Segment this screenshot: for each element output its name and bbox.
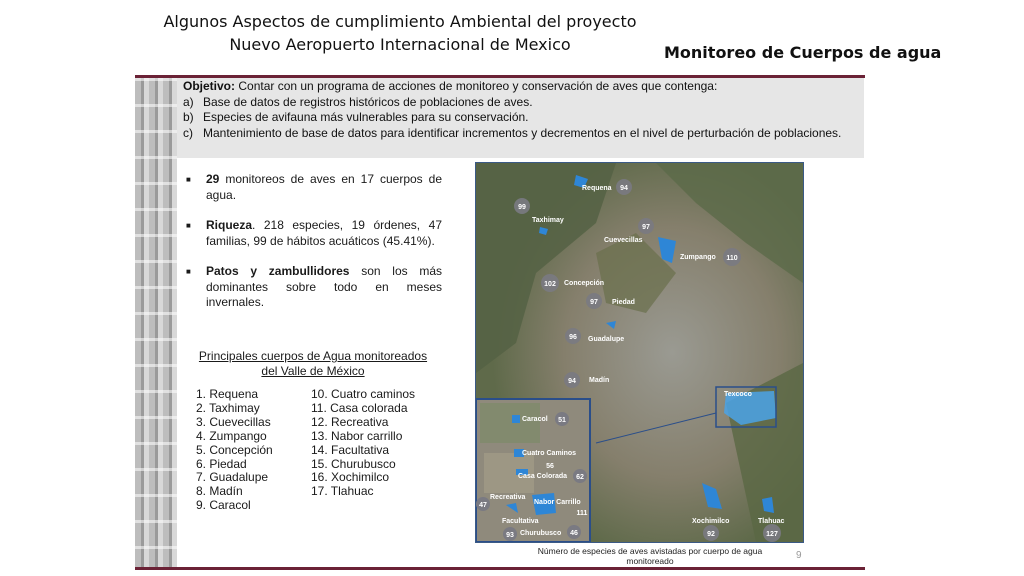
label-zumpango: Zumpango	[680, 254, 716, 261]
inset-water-caracol	[512, 415, 520, 423]
finding-bold: 29	[206, 172, 220, 186]
inset-label-facultativa: Facultativa	[502, 518, 539, 525]
inset-label-caracol: Caracol	[522, 416, 548, 423]
finding-text: monitoreos de aves en 17 cuerpos de agua.	[206, 172, 442, 202]
count-concepcion: 102	[544, 281, 556, 288]
bottom-accent-line	[135, 567, 865, 570]
water-bodies-title-line-1: Principales cuerpos de Agua monitoreados	[198, 349, 428, 363]
inset-label-recreativa: Recreativa	[490, 494, 526, 501]
objective-intro: Contar con un programa de acciones de monitoreo y conservación de aves que contenga:	[235, 79, 718, 93]
label-guadalupe: Guadalupe	[588, 336, 625, 343]
count-requena: 94	[620, 185, 628, 192]
findings-list	[186, 172, 442, 326]
objective-item	[183, 95, 859, 111]
water-bodies-title-line-2: del Valle de México	[261, 364, 365, 378]
water-body-item: 10. Cuatro caminos	[311, 387, 416, 401]
finding-text: son los más dominantes sobre todo en meses invernales.	[206, 264, 443, 309]
water-body-item: 17. Tlahuac	[311, 484, 374, 499]
label-concepcion: Concepción	[564, 280, 605, 287]
water-body-item: 16. Xochimilco	[311, 470, 390, 485]
inset-label-nabor-carrillo: Nabor Carrillo	[534, 499, 581, 506]
inset-map	[476, 399, 590, 542]
inset-label-casa-colorada: Casa Colorada	[518, 473, 568, 480]
finding-bold: Riqueza	[206, 218, 253, 232]
water-body-item: 5. Concepción	[196, 442, 273, 457]
water-body-item: 7. Guadalupe	[196, 470, 269, 485]
count-madin: 94	[568, 378, 576, 385]
water-bodies-column-1	[196, 388, 273, 513]
count-piedad: 97	[590, 299, 598, 306]
water-body-item: 15. Churubusco	[311, 456, 396, 471]
objective-item	[183, 126, 859, 142]
inset-count-churubusco: 93	[506, 532, 514, 539]
count-zumpango: 110	[726, 255, 738, 262]
inset-count-nabor-carrillo: 111	[576, 510, 588, 517]
count-tlahuac: 127	[766, 531, 778, 538]
label-requena: Requena	[582, 185, 612, 192]
label-tlahuac: Tlahuac	[758, 518, 785, 525]
label-cuevecillas: Cuevecillas	[604, 237, 643, 244]
objective-item-key: c)	[183, 125, 193, 140]
water-body-item: 11. Casa colorada	[311, 400, 408, 415]
airport-photo-strip	[135, 78, 177, 567]
water-body-item: 9. Caracol	[196, 498, 251, 513]
inset-count-casa-colorada: 62	[576, 474, 584, 481]
label-xochimilco: Xochimilco	[692, 518, 730, 525]
map-svg	[476, 163, 803, 542]
bullet-square-icon: ■	[186, 221, 191, 230]
label-texcoco: Texcoco	[724, 391, 752, 398]
bullet-square-icon: ■	[186, 175, 191, 184]
inset-count-caracol: 51	[558, 417, 566, 424]
objective-label: Objetivo:	[183, 79, 236, 93]
objective-item-text: Especies de avifauna más vulnerables para su conservación.	[203, 110, 529, 124]
finding-item	[186, 218, 442, 249]
objective-text	[183, 79, 859, 141]
count-guadalupe: 96	[569, 334, 577, 341]
water-bodies-column-2	[311, 388, 415, 499]
objective-item-key: a)	[183, 94, 194, 109]
count-taxhimay: 99	[518, 204, 526, 211]
count-cuevecillas: 97	[642, 224, 650, 231]
water-body-item: 14. Facultativa	[311, 442, 390, 457]
section-title: Monitoreo de Cuerpos de agua	[664, 43, 942, 62]
water-body-item: 13. Nabor carrillo	[311, 428, 403, 443]
label-piedad: Piedad	[612, 299, 635, 306]
water-body-item: 4. Zumpango	[196, 428, 267, 443]
finding-item	[186, 264, 442, 311]
label-madin: Madín	[589, 377, 610, 384]
count-xochimilco: 92	[707, 531, 715, 538]
satellite-map	[475, 162, 804, 543]
finding-text: . 218 especies, 19 órdenes, 47 familias, 99 de hábitos acuáticos (45.41%).	[206, 218, 442, 248]
objective-item-text: Base de datos de registros históricos de poblaciones de aves.	[203, 94, 533, 109]
water-body-item: 3. Cuevecillas	[196, 414, 271, 429]
water-body-item: 6. Piedad	[196, 456, 247, 471]
finding-item	[186, 172, 442, 203]
inset-field	[480, 403, 540, 443]
objective-item	[183, 110, 859, 126]
objective-item-text: Mantenimiento de base de datos para identificar incrementos y decrementos en el nivel de perturbación de poblaciones.	[203, 125, 842, 140]
page-number: 9	[796, 550, 802, 561]
title-line-1: Algunos Aspectos de cumplimiento Ambiental del proyecto	[163, 12, 637, 31]
inset-count-recreativa: 47	[479, 502, 487, 509]
water-body-item: 12. Recreativa	[311, 414, 389, 429]
objective-item-key: b)	[183, 110, 194, 124]
inset-count-cuatro-caminos: 56	[546, 463, 554, 470]
label-taxhimay: Taxhimay	[532, 217, 564, 224]
title-line-2: Nuevo Aeropuerto Internacional de Mexico	[229, 35, 571, 54]
water-body-item: 2. Taxhimay	[196, 400, 260, 415]
water-bodies-title	[195, 349, 431, 379]
inset-label-cuatro-caminos: Cuatro Caminos	[522, 450, 577, 457]
water-body-item: 8. Madín	[196, 484, 243, 499]
map-caption: Número de especies de aves avistadas por cuerpo de agua monitoreado	[537, 546, 763, 566]
inset-label-churubusco: Churubusco	[520, 530, 562, 537]
inset-count-facultativa: 46	[570, 530, 578, 537]
finding-bold: Patos y zambullidores	[206, 264, 350, 278]
slide-title	[120, 10, 680, 56]
water-body-item: 1. Requena	[196, 387, 259, 401]
bullet-square-icon: ■	[186, 267, 191, 276]
